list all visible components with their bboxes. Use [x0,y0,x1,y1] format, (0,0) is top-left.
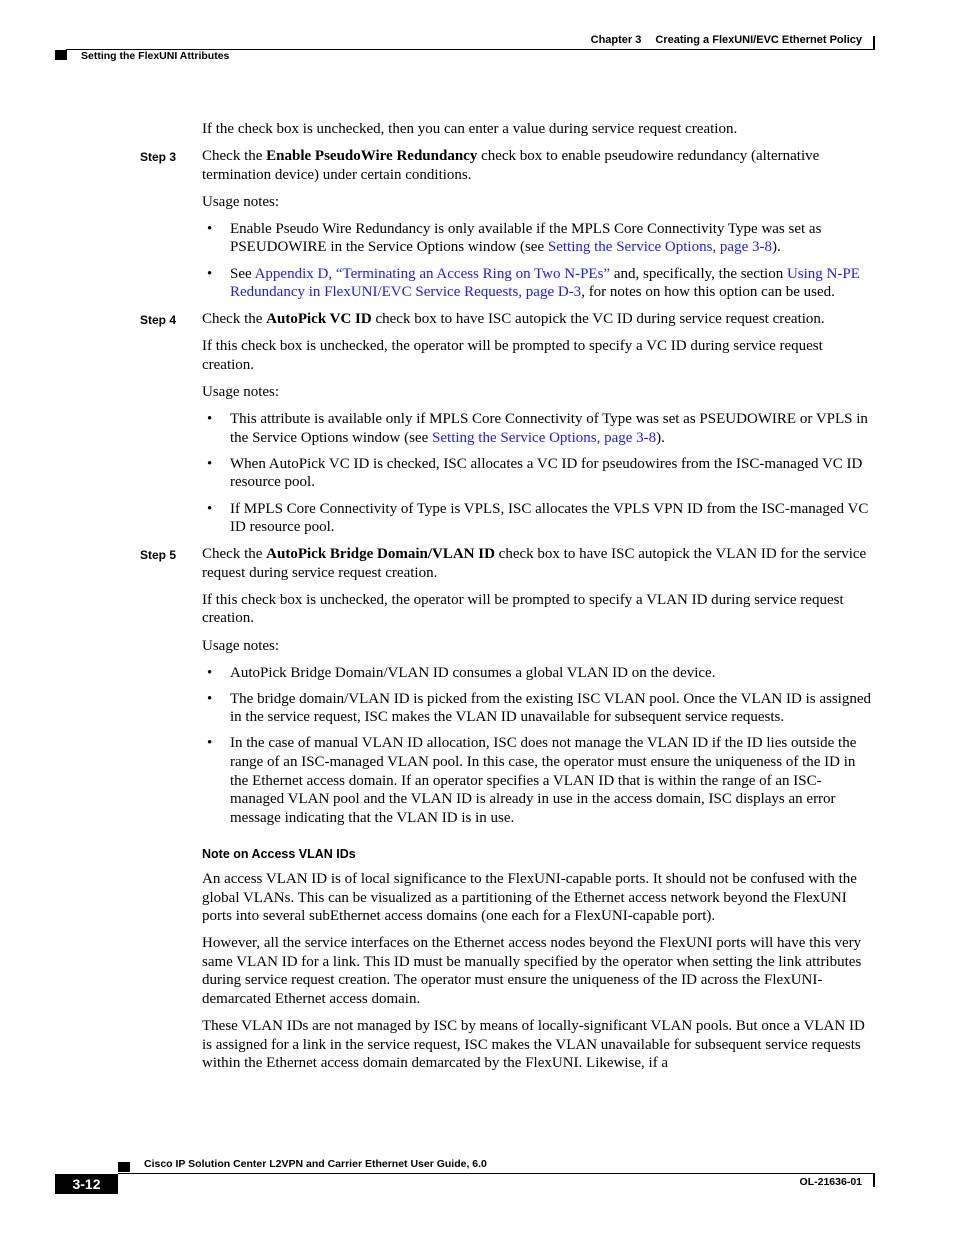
list-item: • When AutoPick VC ID is checked, ISC allocates a VC ID for pseudowires from the ISC-managed VC ID resource pool. [202,455,872,492]
step-text: check box to have ISC autopick the VLAN ID for the service request during service request creation. [202,546,867,581]
usage-notes-label: Usage notes: [202,384,280,401]
appendix-link[interactable]: Appendix D, “Terminating an Access Ring on Two N-PEs” [254,265,611,282]
list-item [202,265,872,302]
paragraph: However, all the service interfaces on the Ethernet access nodes beyond the FlexUNI ports will have this very same VLAN ID for a link. This ID must be manually specified by the operator when setting the link attributes during service request creation. The operator must ensure the uniqueness of the ID across the FlexUNI-demarcated Ethernet access domain. [202,935,862,1008]
running-header [577,34,862,46]
ui-term: AutoPick Bridge Domain/VLAN ID [266,546,495,563]
cross-reference-link[interactable]: Setting the Service Options, page 3-8 [432,429,657,446]
document-number: OL-21636-01 [799,1176,862,1188]
usage-notes-list [202,410,872,537]
cross-reference-link[interactable]: Setting the Service Options, page 3-8 [547,239,772,256]
step-text: Check the [202,546,267,563]
list-item: • In the case of manual VLAN ID allocation, ISC does not manage the VLAN ID if the ID lies outside the range of an ISC-managed VLAN pool. In this case, the operator must ensure the uniqueness of the ID in the Ethernet access domain. If an operator specifies a VLAN ID that is within the range of an ISC-managed VLAN pool and the VLAN ID is already in use in the access domain, ISC displays an error message indicating that the VLAN ID is in use. [202,734,872,827]
footer-marker-block [118,1162,130,1172]
header-marker-block [55,50,67,60]
step-text: check box to have ISC autopick the VC ID during service request creation. [371,311,825,328]
guide-title: Cisco IP Solution Center L2VPN and Carrier Ethernet User Guide, 6.0 [144,1158,487,1170]
list-item [202,410,872,447]
footer-rule-vertical [873,1174,875,1187]
step-text: check box to enable pseudowire redundancy (alternative termination device) under certain conditions. [202,148,820,183]
item-text: This attribute is available only if MPLS Core Connectivity of Type was set as PSEUDOWIRE or VPLS in the Service Options window (see [230,411,868,446]
paragraph: If this check box is unchecked, the operator will be prompted to specify a VLAN ID during service request creation. [202,591,844,627]
step-label: Step 5 [140,548,177,563]
usage-notes-label: Usage notes: [202,193,280,210]
item-text: ). [772,239,781,256]
chapter-number: Chapter 3 [590,34,642,46]
header-rule-vertical [873,36,875,50]
ui-term: AutoPick VC ID [266,311,372,328]
step-text: Check the [202,148,267,165]
step-3 [140,147,872,184]
step-5 [140,545,872,582]
item-text: , for notes on how this option can be used. [581,284,835,301]
section-link[interactable]: Using N-PE Redundancy in FlexUNI/EVC Service Requests, page D-3 [230,265,860,301]
list-item: • If MPLS Core Connectivity of Type is VPLS, ISC allocates the VPLS VPN ID from the ISC-managed VC ID resource pool. [202,500,872,537]
paragraph: If this check box is unchecked, the operator will be prompted to specify a VC ID during service request creation. [202,338,823,373]
item-text: See [230,265,255,282]
item-text: and, specifically, the section [610,265,787,282]
paragraph: These VLAN IDs are not managed by ISC by means of locally-significant VLAN pools. But once a VLAN ID is assigned for a link in the service request, ISC makes the VLAN unavailable for subsequent service requests within the Ethernet access domain demarcated by the FlexUNI. Likewise, if a [202,1018,865,1072]
step-label: Step 4 [140,313,177,328]
item-text: ). [656,429,665,446]
list-item: • AutoPick Bridge Domain/VLAN ID consumes a global VLAN ID on the device. [202,664,872,683]
chapter-title: Creating a FlexUNI/EVC Ethernet Policy [655,34,862,46]
section-title: Setting the FlexUNI Attributes [81,50,230,62]
ui-term: Enable PseudoWire Redundancy [266,148,478,165]
item-text: Enable Pseudo Wire Redundancy is only available if the MPLS Core Connectivity Type was set as PSEUDOWIRE in the Service Options window (see [230,220,822,256]
list-item [202,220,872,257]
intro-paragraph: If the check box is unchecked, then you can enter a value during service request creation. [202,121,738,137]
page-number: 3-12 [55,1174,118,1194]
page-body [0,120,954,1081]
step-label: Step 3 [140,150,177,165]
usage-notes-list [202,664,872,828]
list-item: • The bridge domain/VLAN ID is picked from the existing ISC VLAN pool. Once the VLAN ID is assigned in the service request, ISC makes the VLAN ID unavailable for subsequent service requests. [202,690,872,727]
usage-notes-list [202,220,872,302]
step-4 [140,310,872,329]
footer-rule [118,1173,875,1174]
paragraph: An access VLAN ID is of local significance to the FlexUNI-capable ports. It should not be confused with the global VLANs. This can be visualized as a partitioning of the Ethernet access network beyond the FlexUNI ports into several subEthernet access domains (one each for a FlexUNI-capable port). [202,871,857,925]
usage-notes-label: Usage notes: [202,637,280,654]
step-text: Check the [202,311,267,328]
note-heading: Note on Access VLAN IDs [202,847,356,862]
